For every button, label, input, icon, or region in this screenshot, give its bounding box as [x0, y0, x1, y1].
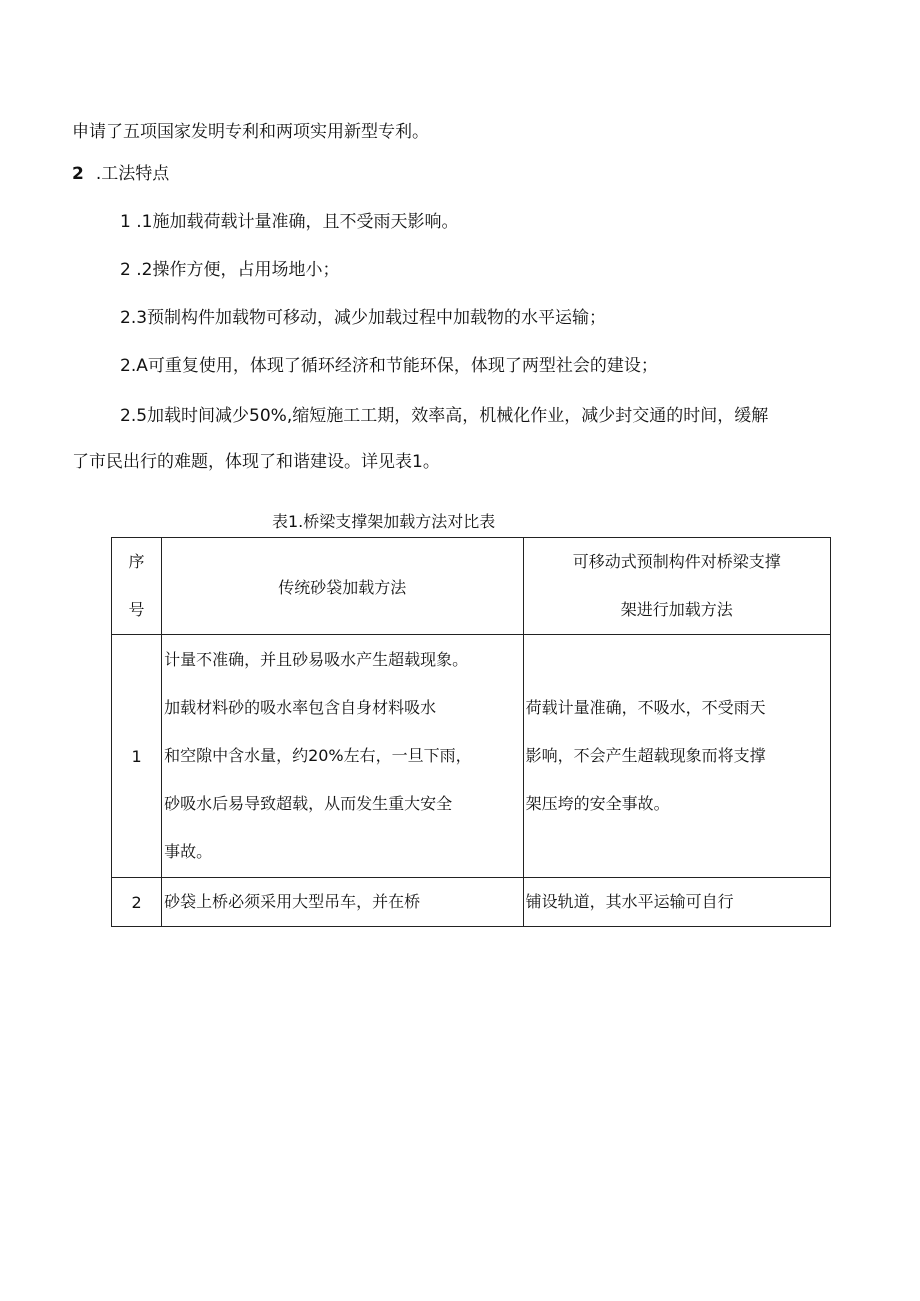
table-caption: 表1.桥梁支撑架加载方法对比表 [272, 512, 496, 531]
header-col2-line-2: 架进行加载方法 [620, 600, 733, 619]
feature-item-1: 1 .1施加载荷载计量准确，且不受雨天影响。 [120, 212, 459, 232]
table-header-row [112, 538, 831, 635]
row-seq-cell [112, 878, 162, 927]
row-movable-cell [523, 635, 830, 878]
row-seq: 2 [131, 892, 142, 912]
row-seq-cell [112, 635, 162, 878]
row-seq: 1 [131, 746, 142, 766]
header-seq-cell [112, 538, 162, 635]
feature-item-2: 2 .2操作方便，占用场地小； [120, 260, 340, 280]
header-traditional-method [162, 538, 524, 635]
table-row [112, 635, 831, 878]
cell-line: 和空隙中含水量，约20%左右，一旦下雨， [164, 746, 472, 765]
feature-item-3: 2.3预制构件加载物可移动，减少加载过程中加载物的水平运输； [120, 308, 607, 328]
row-movable-cell [523, 878, 830, 927]
cell-line: 铺设轨道，其水平运输可自行 [525, 892, 734, 911]
feature-item-5-line-2: 了市民出行的难题，体现了和谐建设。详见表1。 [72, 452, 440, 472]
cell-line: 影响，不会产生超载现象而将支撑 [525, 746, 766, 765]
comparison-table [111, 537, 831, 927]
section-heading-features [72, 162, 169, 186]
paragraph-patents: 申请了五项国家发明专利和两项实用新型专利。 [72, 122, 429, 142]
row-traditional-cell [162, 878, 524, 927]
row-traditional-cell [162, 635, 524, 878]
cell-line: 计量不准确，并且砂易吸水产生超载现象。 [164, 650, 469, 669]
cell-line: 加载材料砂的吸水率包含自身材料吸水 [164, 698, 437, 717]
table-row [112, 878, 831, 927]
cell-line: 砂袋上桥必须采用大型吊车，并在桥 [164, 892, 421, 911]
cell-line: 荷载计量准确，不吸水，不受雨天 [525, 698, 766, 717]
section-title: .工法特点 [95, 164, 170, 184]
section-number: 2 [72, 164, 84, 184]
cell-line: 事故。 [164, 842, 213, 861]
header-seq-line-2: 号 [128, 600, 145, 619]
header-seq-line-1: 序 [128, 552, 145, 571]
feature-item-4: 2.A可重复使用，体现了循环经济和节能环保，体现了两型社会的建设； [120, 356, 658, 376]
feature-item-5-line-1: 2.5加载时间减少50%,缩短施工工期，效率高，机械化作业，减少封交通的时间，缓解 [120, 406, 769, 426]
header-col2-line-1: 可移动式预制构件对桥梁支撑 [572, 552, 781, 571]
cell-line: 架压垮的安全事故。 [525, 794, 670, 813]
header-movable-method [523, 538, 830, 635]
header-col1-label: 传统砂袋加载方法 [278, 577, 407, 597]
cell-line: 砂吸水后易导致超载，从而发生重大安全 [164, 794, 453, 813]
